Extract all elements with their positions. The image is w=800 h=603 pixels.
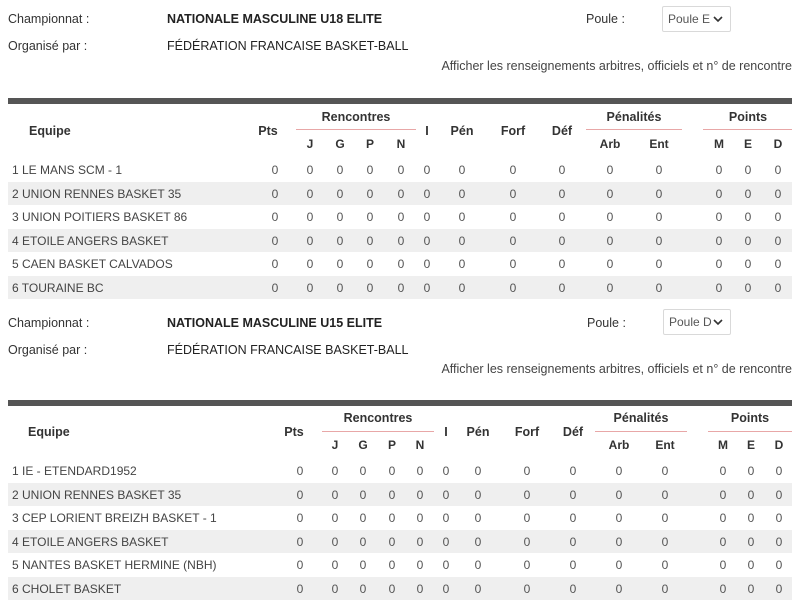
cell-def: 0: [558, 257, 566, 272]
cell-p: 0: [388, 511, 396, 526]
cell-i: 0: [442, 464, 450, 478]
header-n: N: [415, 438, 425, 452]
cell-j: 0: [306, 281, 314, 295]
table-row: [8, 205, 792, 228]
cell-m: 0: [719, 582, 727, 596]
cell-pts: 0: [296, 582, 304, 596]
header-penalites: Pénalités: [613, 411, 669, 425]
cell-m: 0: [715, 281, 723, 295]
cell-forf: 0: [523, 487, 531, 502]
cell-j: 0: [306, 186, 314, 201]
cell-p: 0: [366, 163, 374, 177]
table-row: [8, 577, 792, 600]
cell-p: 0: [388, 464, 396, 478]
cell-arb: 0: [615, 558, 623, 573]
cell-m: 0: [715, 186, 723, 201]
cell-p: 0: [366, 233, 374, 248]
team-name[interactable]: 4 ETOILE ANGERS BASKET: [12, 233, 169, 248]
table-top-bar: [8, 400, 792, 406]
penalites-underline: [586, 129, 682, 130]
cell-arb: 0: [606, 233, 614, 248]
cell-g: 0: [359, 511, 367, 526]
cell-n: 0: [397, 186, 405, 201]
cell-g: 0: [359, 534, 367, 549]
cell-forf: 0: [509, 281, 517, 295]
header-pts: Pts: [258, 124, 278, 138]
championnat-label: Championnat :: [8, 316, 90, 330]
cell-pen: 0: [474, 487, 482, 502]
cell-m: 0: [715, 257, 723, 272]
cell-i: 0: [423, 257, 431, 272]
cell-i: 0: [442, 511, 450, 526]
cell-g: 0: [359, 582, 367, 596]
cell-g: 0: [336, 163, 344, 177]
cell-j: 0: [306, 257, 314, 272]
cell-ent: 0: [661, 582, 669, 596]
table-row: [8, 276, 792, 299]
cell-pts: 0: [271, 163, 279, 177]
cell-pen: 0: [474, 582, 482, 596]
cell-pts: 0: [296, 487, 304, 502]
cell-m: 0: [715, 210, 723, 225]
team-name[interactable]: 2 UNION RENNES BASKET 35: [12, 487, 182, 502]
header-pts: Pts: [284, 425, 304, 439]
header-j: J: [306, 137, 314, 151]
cell-pen: 0: [474, 558, 482, 573]
cell-j: 0: [331, 558, 339, 573]
cell-def: 0: [569, 464, 577, 478]
header-n: N: [396, 137, 406, 151]
cell-d: 0: [774, 233, 782, 248]
cell-pen: 0: [474, 464, 482, 478]
cell-arb: 0: [615, 582, 623, 596]
show-referee-info-link[interactable]: Afficher les renseignements arbitres, officiels et n° de rencontre: [441, 59, 792, 73]
table-row: [8, 530, 792, 553]
table-row: [8, 459, 792, 482]
cell-d: 0: [774, 163, 782, 177]
championnat-name: NATIONALE MASCULINE U15 ELITE: [167, 316, 383, 330]
cell-pts: 0: [296, 534, 304, 549]
cell-p: 0: [388, 582, 396, 596]
cell-forf: 0: [523, 582, 531, 596]
cell-def: 0: [569, 487, 577, 502]
cell-def: 0: [558, 163, 566, 177]
cell-n: 0: [416, 464, 424, 478]
poule-label: Poule :: [587, 316, 626, 330]
cell-e: 0: [747, 534, 755, 549]
cell-g: 0: [336, 186, 344, 201]
team-name[interactable]: 1 LE MANS SCM - 1: [12, 163, 123, 177]
table-row: [8, 553, 792, 576]
cell-g: 0: [336, 257, 344, 272]
championnat-label: Championnat :: [8, 12, 90, 26]
cell-j: 0: [306, 163, 314, 177]
penalites-underline: [595, 431, 687, 432]
organisateur-name: FÉDÉRATION FRANCAISE BASKET-BALL: [167, 39, 409, 53]
cell-e: 0: [744, 233, 752, 248]
cell-pen: 0: [474, 511, 482, 526]
cell-m: 0: [719, 511, 727, 526]
poule-selected-value: Poule D: [669, 315, 712, 329]
organise-par-label: Organisé par :: [8, 39, 88, 53]
table-row: [8, 182, 792, 205]
header-points: Points: [730, 411, 770, 425]
header-j: J: [331, 438, 339, 452]
cell-g: 0: [359, 558, 367, 573]
cell-arb: 0: [615, 511, 623, 526]
cell-i: 0: [423, 210, 431, 225]
cell-m: 0: [719, 464, 727, 478]
cell-forf: 0: [509, 210, 517, 225]
cell-i: 0: [423, 281, 431, 295]
cell-p: 0: [366, 281, 374, 295]
header-pen: Pén: [450, 124, 474, 138]
cell-arb: 0: [606, 163, 614, 177]
cell-j: 0: [331, 582, 339, 596]
cell-def: 0: [569, 534, 577, 549]
header-i: I: [444, 425, 448, 439]
cell-n: 0: [416, 511, 424, 526]
cell-forf: 0: [523, 534, 531, 549]
championship-section-2: [0, 301, 800, 603]
header-m: M: [714, 137, 724, 151]
cell-e: 0: [747, 558, 755, 573]
header-d: D: [773, 137, 783, 151]
cell-p: 0: [366, 257, 374, 272]
cell-forf: 0: [509, 186, 517, 201]
cell-m: 0: [715, 163, 723, 177]
header-forf: Forf: [500, 124, 526, 138]
header-forf: Forf: [514, 425, 540, 439]
rencontres-underline: [296, 129, 416, 130]
cell-j: 0: [331, 487, 339, 502]
cell-d: 0: [774, 281, 782, 295]
cell-p: 0: [366, 210, 374, 225]
cell-pts: 0: [296, 464, 304, 478]
header-i: I: [425, 124, 429, 138]
cell-forf: 0: [523, 558, 531, 573]
cell-n: 0: [397, 163, 405, 177]
header-m: M: [718, 438, 728, 452]
header-rencontres: Rencontres: [343, 411, 413, 425]
poule-label: Poule :: [586, 12, 625, 26]
cell-n: 0: [416, 558, 424, 573]
cell-g: 0: [359, 487, 367, 502]
cell-m: 0: [719, 558, 727, 573]
cell-forf: 0: [523, 511, 531, 526]
table-row: [8, 158, 792, 181]
cell-ent: 0: [655, 186, 663, 201]
cell-d: 0: [775, 511, 783, 526]
championship-section-1: [0, 0, 800, 300]
header-d: D: [774, 438, 784, 452]
rencontres-underline: [322, 431, 434, 432]
cell-def: 0: [569, 558, 577, 573]
cell-pts: 0: [271, 257, 279, 272]
cell-j: 0: [306, 233, 314, 248]
header-def: Déf: [551, 124, 573, 138]
header-g: G: [335, 137, 345, 151]
header-rencontres: Rencontres: [321, 110, 391, 124]
table-top-bar: [8, 98, 792, 104]
cell-def: 0: [558, 210, 566, 225]
cell-d: 0: [775, 534, 783, 549]
cell-n: 0: [397, 257, 405, 272]
team-name[interactable]: 2 UNION RENNES BASKET 35: [12, 186, 182, 201]
cell-arb: 0: [606, 281, 614, 295]
points-underline: [703, 129, 792, 130]
points-underline: [708, 431, 792, 432]
header-arb: Arb: [608, 438, 630, 452]
cell-n: 0: [397, 233, 405, 248]
cell-def: 0: [558, 233, 566, 248]
cell-pen: 0: [458, 233, 466, 248]
cell-n: 0: [416, 487, 424, 502]
team-name[interactable]: 6 TOURAINE BC: [12, 281, 104, 295]
chevron-down-icon: [712, 316, 724, 328]
cell-pts: 0: [271, 233, 279, 248]
cell-ent: 0: [661, 558, 669, 573]
cell-forf: 0: [523, 464, 531, 478]
cell-pen: 0: [458, 257, 466, 272]
team-name[interactable]: 3 CEP LORIENT BREIZH BASKET - 1: [12, 511, 217, 526]
cell-n: 0: [397, 281, 405, 295]
header-p: P: [365, 137, 375, 151]
cell-arb: 0: [615, 487, 623, 502]
cell-arb: 0: [615, 534, 623, 549]
cell-i: 0: [442, 487, 450, 502]
cell-pts: 0: [296, 511, 304, 526]
cell-i: 0: [423, 233, 431, 248]
cell-e: 0: [744, 163, 752, 177]
cell-forf: 0: [509, 233, 517, 248]
cell-e: 0: [744, 186, 752, 201]
cell-e: 0: [744, 281, 752, 295]
header-equipe: Equipe: [29, 124, 71, 138]
cell-arb: 0: [606, 186, 614, 201]
cell-d: 0: [774, 257, 782, 272]
championnat-name: NATIONALE MASCULINE U18 ELITE: [167, 12, 383, 26]
cell-ent: 0: [655, 163, 663, 177]
organise-par-label: Organisé par :: [8, 343, 88, 357]
header-penalites: Pénalités: [606, 110, 662, 124]
header-ent: Ent: [655, 438, 675, 452]
cell-pts: 0: [271, 210, 279, 225]
header-equipe: Equipe: [28, 425, 70, 439]
header-g: G: [358, 438, 368, 452]
team-name[interactable]: 4 ETOILE ANGERS BASKET: [12, 534, 169, 549]
cell-d: 0: [775, 582, 783, 596]
header-ent: Ent: [649, 137, 669, 151]
cell-ent: 0: [661, 464, 669, 478]
table-row: [8, 252, 792, 275]
cell-d: 0: [774, 210, 782, 225]
cell-ent: 0: [655, 257, 663, 272]
table-row: [8, 506, 792, 529]
cell-def: 0: [569, 582, 577, 596]
cell-j: 0: [306, 210, 314, 225]
cell-e: 0: [747, 464, 755, 478]
cell-g: 0: [336, 281, 344, 295]
cell-ent: 0: [661, 511, 669, 526]
cell-i: 0: [442, 558, 450, 573]
header-pen: Pén: [466, 425, 490, 439]
cell-g: 0: [336, 233, 344, 248]
cell-j: 0: [331, 464, 339, 478]
cell-i: 0: [423, 186, 431, 201]
chevron-down-icon: [712, 13, 724, 25]
cell-arb: 0: [615, 464, 623, 478]
cell-e: 0: [747, 487, 755, 502]
cell-m: 0: [719, 487, 727, 502]
header-e: E: [746, 438, 756, 452]
cell-def: 0: [569, 511, 577, 526]
cell-ent: 0: [661, 487, 669, 502]
cell-ent: 0: [655, 210, 663, 225]
cell-ent: 0: [655, 281, 663, 295]
cell-pen: 0: [458, 281, 466, 295]
cell-i: 0: [442, 582, 450, 596]
cell-n: 0: [397, 210, 405, 225]
cell-m: 0: [719, 534, 727, 549]
cell-p: 0: [388, 487, 396, 502]
cell-e: 0: [744, 210, 752, 225]
cell-g: 0: [336, 210, 344, 225]
header-def: Déf: [562, 425, 584, 439]
cell-g: 0: [359, 464, 367, 478]
cell-arb: 0: [606, 210, 614, 225]
cell-d: 0: [774, 186, 782, 201]
cell-i: 0: [423, 163, 431, 177]
cell-pen: 0: [458, 186, 466, 201]
cell-pen: 0: [458, 210, 466, 225]
header-p: P: [387, 438, 397, 452]
poule-selected-value: Poule E: [668, 12, 711, 26]
cell-def: 0: [558, 186, 566, 201]
team-name[interactable]: 3 UNION POITIERS BASKET 86: [12, 210, 188, 225]
poule-select[interactable]: [663, 309, 731, 335]
cell-pen: 0: [458, 163, 466, 177]
cell-def: 0: [558, 281, 566, 295]
cell-p: 0: [388, 558, 396, 573]
team-name[interactable]: 5 CAEN BASKET CALVADOS: [12, 257, 173, 272]
team-name[interactable]: 1 IE - ETENDARD1952: [12, 464, 137, 478]
header-arb: Arb: [599, 137, 621, 151]
table-row: [8, 483, 792, 506]
cell-e: 0: [747, 511, 755, 526]
show-referee-info-link[interactable]: Afficher les renseignements arbitres, officiels et n° de rencontre: [441, 362, 792, 376]
cell-n: 0: [416, 582, 424, 596]
cell-e: 0: [744, 257, 752, 272]
cell-ent: 0: [655, 233, 663, 248]
cell-pen: 0: [474, 534, 482, 549]
cell-pts: 0: [271, 281, 279, 295]
cell-i: 0: [442, 534, 450, 549]
cell-ent: 0: [661, 534, 669, 549]
cell-j: 0: [331, 534, 339, 549]
cell-pts: 0: [296, 558, 304, 573]
poule-select[interactable]: [662, 6, 731, 32]
cell-d: 0: [775, 464, 783, 478]
organisateur-name: FÉDÉRATION FRANCAISE BASKET-BALL: [167, 343, 409, 357]
header-points: Points: [728, 110, 768, 124]
cell-arb: 0: [606, 257, 614, 272]
header-e: E: [743, 137, 753, 151]
cell-m: 0: [715, 233, 723, 248]
team-name[interactable]: 6 CHOLET BASKET: [12, 582, 122, 596]
cell-d: 0: [775, 487, 783, 502]
cell-p: 0: [388, 534, 396, 549]
cell-forf: 0: [509, 163, 517, 177]
cell-pts: 0: [271, 186, 279, 201]
cell-e: 0: [747, 582, 755, 596]
team-name[interactable]: 5 NANTES BASKET HERMINE (NBH): [12, 558, 217, 573]
cell-d: 0: [775, 558, 783, 573]
cell-j: 0: [331, 511, 339, 526]
cell-n: 0: [416, 534, 424, 549]
cell-p: 0: [366, 186, 374, 201]
table-row: [8, 229, 792, 252]
cell-forf: 0: [509, 257, 517, 272]
